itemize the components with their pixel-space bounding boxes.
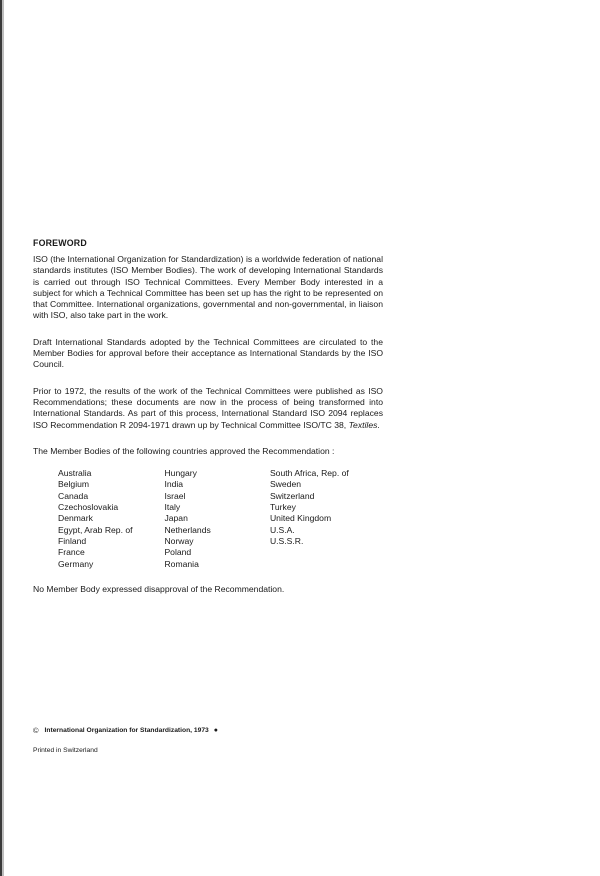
paragraph-recommendations bbox=[33, 386, 383, 431]
country-item: Poland bbox=[164, 547, 192, 558]
country-item: Turkey bbox=[269, 502, 296, 513]
paragraph-recommendations-text: Prior to 1972, the results of the work of the Technical Committees were published as ISO Recommendations; these documents are now in the process of being transformed into International Standards. As part of this process, International Standard ISO 2094 replaces ISO Recommendation R 2094-1971 drawn up by Technical Committee ISO/TC 38, bbox=[33, 385, 383, 430]
country-column-2 bbox=[164, 468, 270, 570]
paragraph-recommendations-end: . bbox=[377, 419, 380, 430]
committee-title: Textiles bbox=[348, 419, 378, 430]
country-item: U.S.S.R. bbox=[269, 535, 304, 546]
country-item: Finland bbox=[58, 535, 87, 546]
country-item: U.S.A. bbox=[269, 524, 295, 535]
country-item: United Kingdom bbox=[269, 513, 332, 524]
copyright-icon: © bbox=[33, 726, 39, 735]
paragraph-no-disapproval: No Member Body expressed disapproval of the Recommendation. bbox=[33, 583, 285, 594]
country-item: Italy bbox=[164, 502, 181, 513]
paragraph-member-bodies: The Member Bodies of the following countries approved the Recommendation : bbox=[33, 445, 335, 456]
country-item: Sweden bbox=[269, 479, 302, 490]
country-item: Belgium bbox=[58, 479, 90, 490]
country-list bbox=[58, 468, 383, 570]
country-item: Czechoslovakia bbox=[58, 502, 119, 513]
country-column-1 bbox=[58, 468, 164, 570]
country-item: Canada bbox=[58, 490, 89, 501]
country-item: Norway bbox=[164, 535, 194, 546]
country-item: Denmark bbox=[58, 513, 93, 524]
bullet-icon: ● bbox=[213, 727, 219, 734]
country-item: South Africa, Rep. of bbox=[269, 468, 349, 479]
country-column-3 bbox=[270, 468, 383, 570]
country-item: Germany bbox=[58, 558, 94, 569]
country-item: Hungary bbox=[164, 468, 197, 479]
country-item: Switzerland bbox=[269, 490, 315, 501]
copyright-text: International Organization for Standardization, 1973 bbox=[44, 727, 209, 734]
country-item: India bbox=[164, 479, 184, 490]
paragraph-draft-standards: Draft International Standards adopted by the Technical Committees are circulated to the Member Bodies for approval before their acceptance as International Standards by the ISO Council. bbox=[33, 336, 383, 370]
copyright-line bbox=[33, 726, 218, 735]
foreword-section bbox=[33, 238, 383, 595]
country-item: Japan bbox=[164, 513, 188, 524]
country-item: Netherlands bbox=[164, 524, 211, 535]
paragraph-iso-intro: ISO (the International Organization for Standardization) is a worldwide federation of national standards institutes (ISO Member Bodies). The work of developing International Standards is carried out through ISO Technical Committees. Every Member Body interested in a subject for which a Technical Committee has been set up has the right to be represented on that Committee. International organizations, governmental and non-governmental, in liaison with ISO, also take part in the work. bbox=[33, 254, 383, 321]
country-item: Egypt, Arab Rep. of bbox=[58, 524, 133, 535]
foreword-heading: FOREWORD bbox=[33, 238, 87, 248]
country-item: Romania bbox=[164, 558, 199, 569]
country-item: Australia bbox=[58, 468, 92, 479]
country-item: Israel bbox=[164, 490, 186, 501]
page-binding-shadow bbox=[2, 0, 4, 876]
printed-in-line: Printed in Switzerland bbox=[33, 747, 98, 754]
country-item: France bbox=[58, 547, 85, 558]
